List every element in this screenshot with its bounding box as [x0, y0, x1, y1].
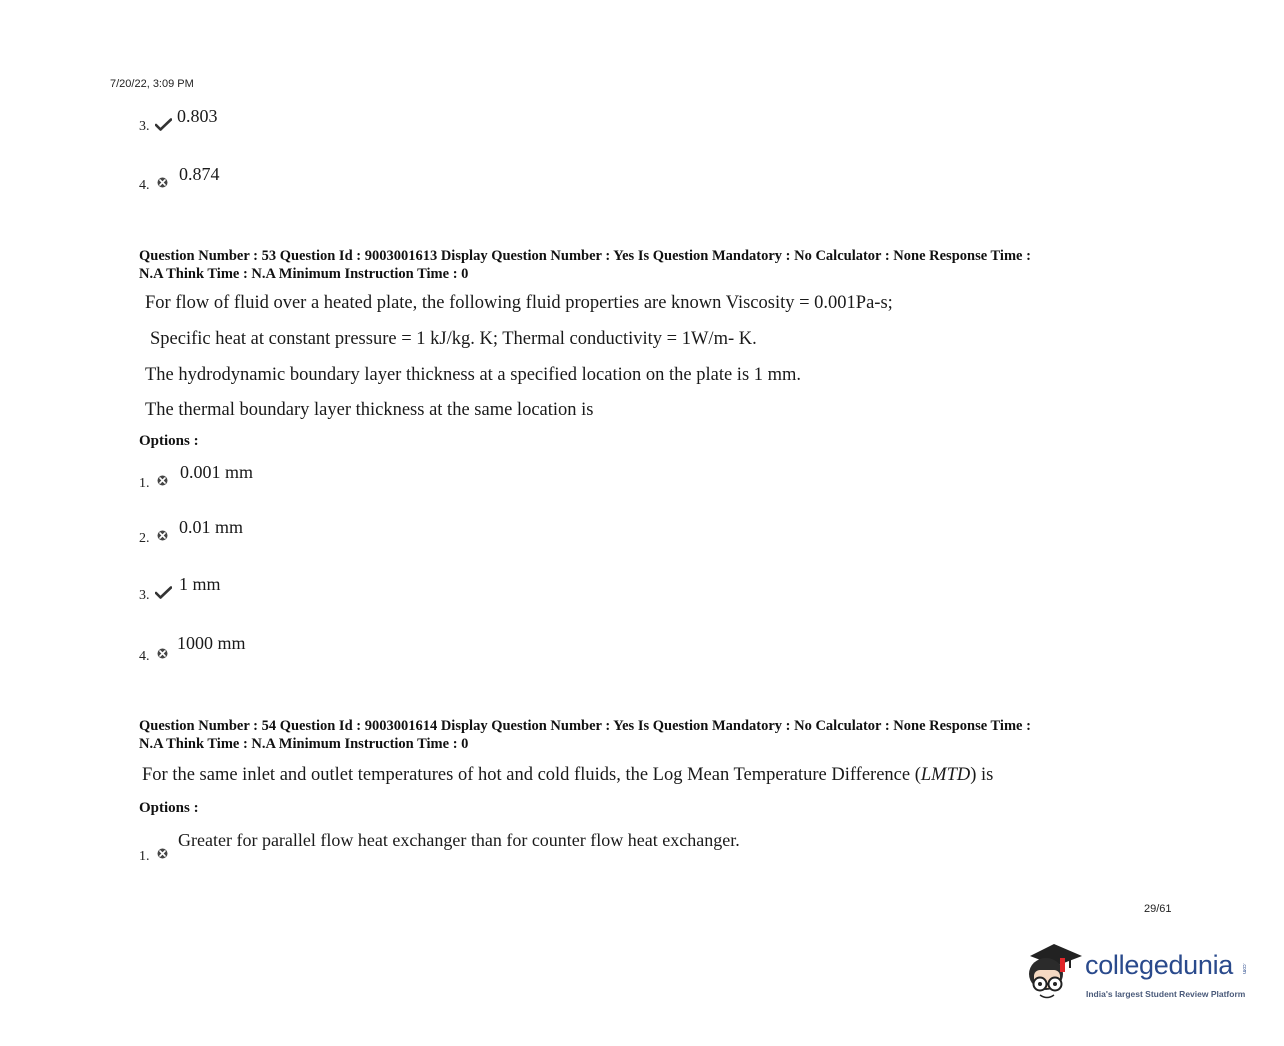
- cross-icon: [157, 177, 168, 188]
- option-value: Greater for parallel flow heat exchanger than for counter flow heat exchanger.: [178, 830, 740, 850]
- question-53-text-line: The hydrodynamic boundary layer thickness at a specified location on the plate is 1 mm.: [145, 365, 802, 385]
- question-meta-line: N.A Think Time : N.A Minimum Instruction Time : 0: [139, 266, 469, 282]
- question-54-text-post: ) is: [970, 765, 994, 785]
- question-54-text-pre: For the same inlet and outlet temperatures of hot and cold fluids, the Log Mean Temperature Difference (: [142, 765, 921, 785]
- option-number: 1.: [139, 849, 150, 864]
- brand-tagline: India's largest Student Review Platform: [1086, 989, 1246, 999]
- option-value: 0.803: [177, 106, 218, 126]
- question-53-text-line: The thermal boundary layer thickness at the same location is: [145, 400, 594, 420]
- cross-icon: [157, 648, 168, 659]
- options-label: Options :: [139, 800, 199, 816]
- graduate-mascot-icon: [1024, 940, 1086, 1006]
- page-number: 29/61: [1144, 903, 1172, 915]
- question-54-meta: [139, 717, 1149, 753]
- option-value: 1 mm: [179, 574, 221, 594]
- brand-logo: [1024, 938, 1254, 1008]
- options-label: Options :: [139, 433, 199, 449]
- option-value: 0.001 mm: [180, 462, 254, 482]
- question-54-text: [142, 765, 993, 786]
- brand-name: collegedunia: [1085, 950, 1234, 980]
- option-value: 1000 mm: [177, 633, 246, 653]
- question-53-text-line: For flow of fluid over a heated plate, the following fluid properties are known Viscosity = 0.001Pa-s;: [145, 293, 893, 313]
- cross-icon: [157, 530, 168, 541]
- question-meta-line: N.A Think Time : N.A Minimum Instruction Time : 0: [139, 736, 469, 752]
- check-icon: [155, 586, 172, 600]
- option-value: 0.874: [179, 164, 220, 184]
- brand-domain: .com: [1241, 963, 1247, 974]
- option-value: 0.01 mm: [179, 517, 244, 537]
- option-number: 3.: [139, 119, 150, 134]
- option-number: 2.: [139, 531, 150, 546]
- option-number: 3.: [139, 588, 150, 603]
- cross-icon: [157, 848, 168, 859]
- check-icon: [155, 118, 172, 132]
- cross-icon: [157, 475, 168, 486]
- question-meta-line: Question Number : 54 Question Id : 9003001614 Display Question Number : Yes Is Question Mandatory : No Calculator : None Response Time :: [139, 718, 1031, 734]
- option-number: 1.: [139, 476, 150, 491]
- option-number: 4.: [139, 178, 150, 193]
- option-number: 4.: [139, 649, 150, 664]
- question-53-meta: [139, 247, 1149, 283]
- print-timestamp: 7/20/22, 3:09 PM: [110, 78, 194, 90]
- question-53-text-line: Specific heat at constant pressure = 1 kJ/kg. K; Thermal conductivity = 1W/m- K.: [150, 329, 757, 349]
- question-meta-line: Question Number : 53 Question Id : 9003001613 Display Question Number : Yes Is Question Mandatory : No Calculator : None Response Time :: [139, 248, 1031, 264]
- question-54-text-italic: LMTD: [920, 765, 971, 785]
